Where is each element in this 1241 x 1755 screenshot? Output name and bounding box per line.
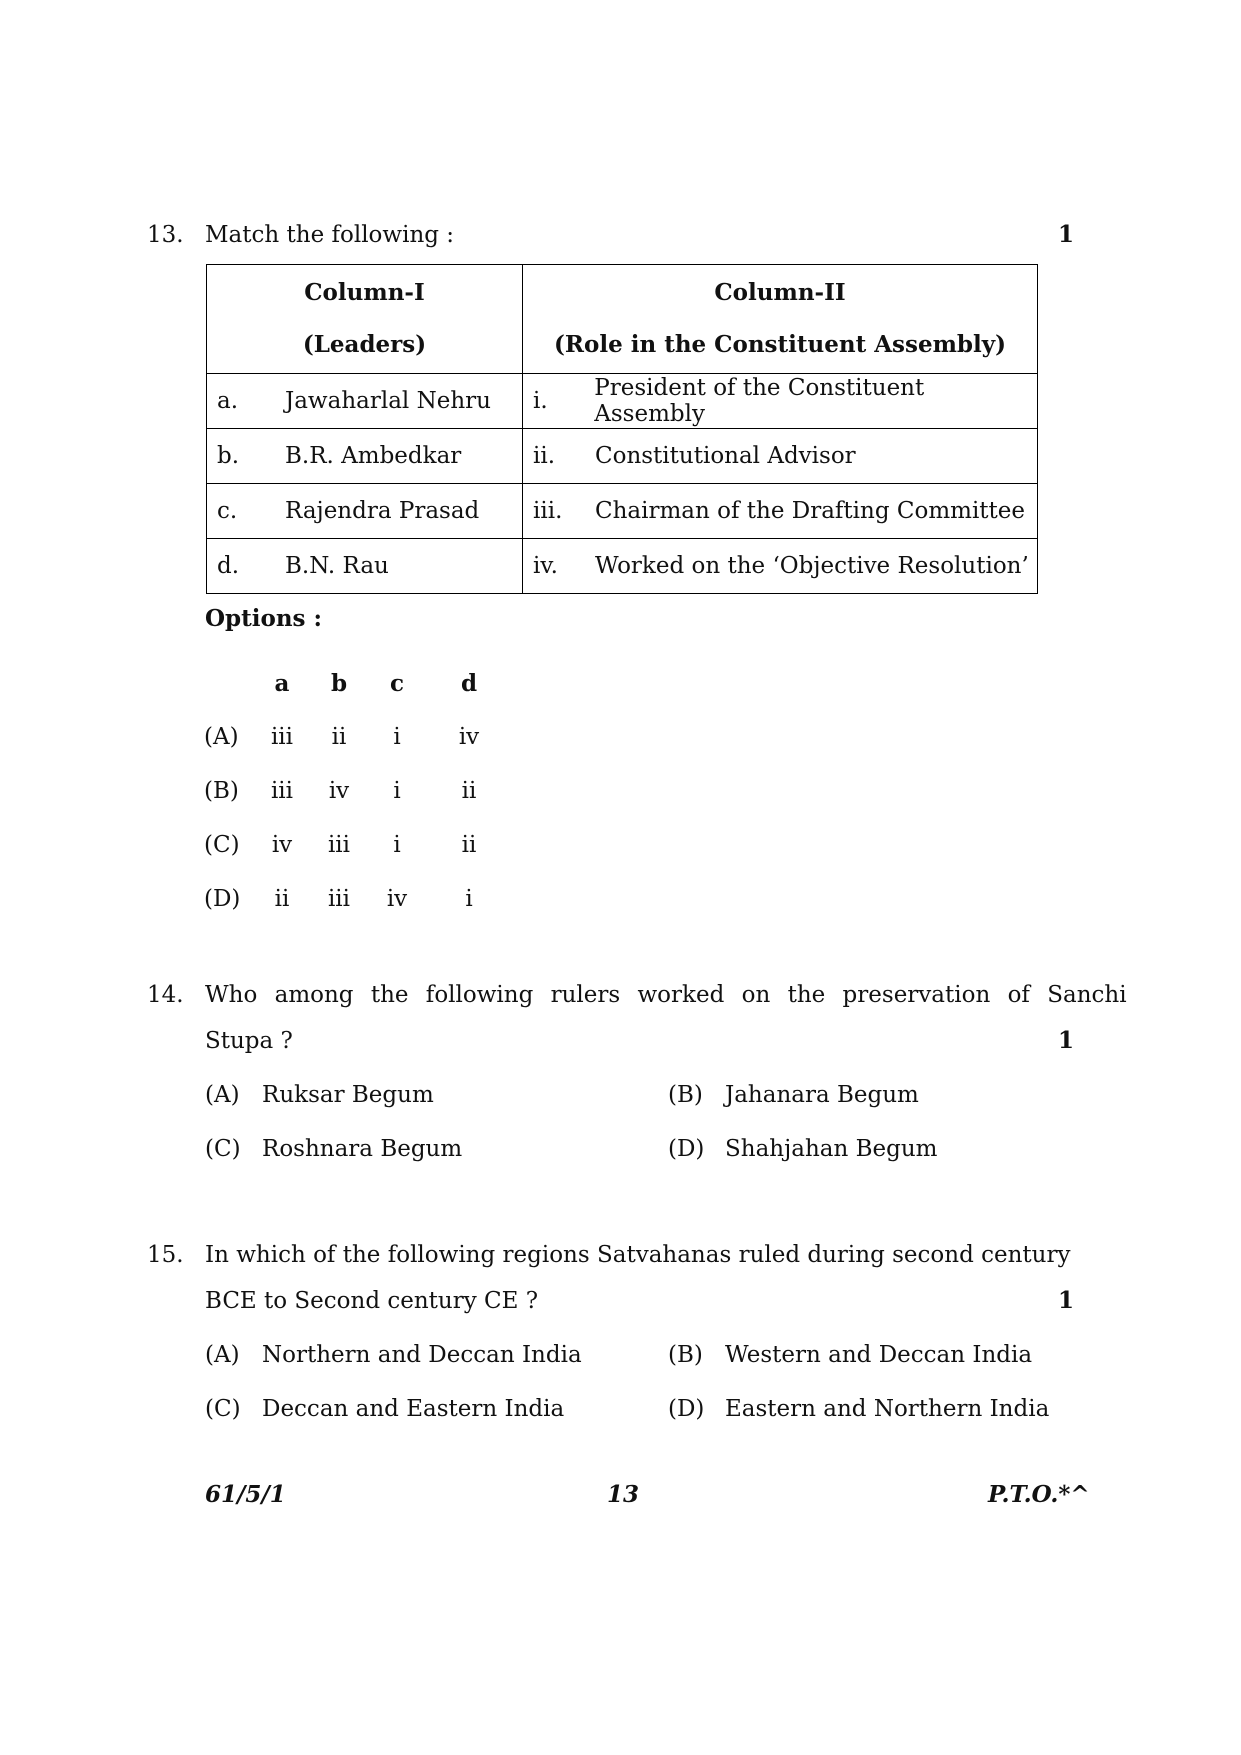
table-row xyxy=(207,429,1038,484)
option-value: i xyxy=(393,778,401,804)
role-text: Constitutional Advisor xyxy=(595,443,856,469)
column-1-title: Column-I xyxy=(304,279,425,306)
leader-name: Rajendra Prasad xyxy=(285,498,480,524)
option-value: ii xyxy=(331,724,347,750)
option-row xyxy=(204,764,512,818)
table-row xyxy=(207,484,1038,539)
option-value: iv xyxy=(458,724,480,750)
option-value: ii xyxy=(461,832,477,858)
option-key: (A) xyxy=(204,724,239,750)
option-value: iii xyxy=(270,778,294,804)
q14-text-line2: Stupa ? xyxy=(205,1028,293,1054)
row-label: iii. xyxy=(533,498,563,524)
option-value: iii xyxy=(327,832,351,858)
option-value: iii xyxy=(327,886,351,912)
q15-marks: 1 xyxy=(1058,1287,1075,1314)
q15-option-b-text: Western and Deccan India xyxy=(725,1342,1033,1368)
option-value: iv xyxy=(386,886,408,912)
option-value: ii xyxy=(461,778,477,804)
table-row xyxy=(207,374,1038,429)
row-label: d. xyxy=(217,553,240,579)
role-text: President of the Constituent Assembly xyxy=(594,375,925,427)
q15-number: 15. xyxy=(147,1242,184,1268)
option-value: i xyxy=(393,724,401,750)
q14-option-d-text: Shahjahan Begum xyxy=(725,1136,938,1162)
column-1-header xyxy=(207,265,523,374)
option-value: i xyxy=(393,832,401,858)
q15-option-d-key: (D) xyxy=(668,1396,705,1422)
q14-option-c-key: (C) xyxy=(205,1136,241,1162)
option-key: (D) xyxy=(204,886,241,912)
q15-text-line1: In which of the following regions Satvahanas ruled during second century xyxy=(205,1242,1071,1268)
match-table xyxy=(206,264,1038,594)
column-2-title: Column-II xyxy=(714,279,846,306)
option-header: c xyxy=(389,669,404,697)
option-row xyxy=(204,818,512,872)
q14-option-b-text: Jahanara Begum xyxy=(725,1082,919,1108)
option-value: i xyxy=(465,886,473,912)
q15-option-d-text: Eastern and Northern India xyxy=(725,1396,1050,1422)
option-row xyxy=(204,872,512,926)
row-label: b. xyxy=(217,443,240,469)
q15-option-c-text: Deccan and Eastern India xyxy=(262,1396,565,1422)
option-header: b xyxy=(330,669,348,697)
q15-option-b-key: (B) xyxy=(668,1342,703,1368)
q14-text-line1: Who among the following rulers worked on the preservation of Sanchi xyxy=(205,982,1127,1008)
q15-text-line2: BCE to Second century CE ? xyxy=(205,1288,539,1314)
option-row xyxy=(204,710,512,764)
q14-option-a-key: (A) xyxy=(205,1082,240,1108)
option-value: ii xyxy=(274,886,290,912)
paper-code: 61/5/1 xyxy=(205,1481,286,1508)
role-text: Worked on the ‘Objective Resolution’ xyxy=(595,553,1029,579)
options-grid xyxy=(204,656,512,926)
row-label: c. xyxy=(217,498,238,524)
options-header-row xyxy=(204,656,512,710)
leader-name: B.N. Rau xyxy=(285,553,389,579)
q14-option-d-key: (D) xyxy=(668,1136,705,1162)
q13-number: 13. xyxy=(147,222,184,248)
q13-text: Match the following : xyxy=(205,222,455,248)
role-text: Chairman of the Drafting Committee xyxy=(595,498,1026,524)
option-value: iii xyxy=(270,724,294,750)
q15-option-a-key: (A) xyxy=(205,1342,240,1368)
q14-option-a-text: Ruksar Begum xyxy=(262,1082,434,1108)
q14-number: 14. xyxy=(147,982,184,1008)
option-header: d xyxy=(460,669,478,697)
option-header: a xyxy=(274,669,290,697)
row-label: iv. xyxy=(533,553,558,579)
row-label: ii. xyxy=(533,443,556,469)
q14-option-b-key: (B) xyxy=(668,1082,703,1108)
option-key: (C) xyxy=(204,832,240,858)
option-value: iv xyxy=(271,832,293,858)
pto-label: P.T.O.*^ xyxy=(988,1481,1090,1508)
leader-name: Jawaharlal Nehru xyxy=(285,388,491,414)
q14-marks: 1 xyxy=(1058,1027,1075,1054)
column-1-subtitle: (Leaders) xyxy=(302,331,427,358)
q13-marks: 1 xyxy=(1058,221,1075,248)
q15-option-c-key: (C) xyxy=(205,1396,241,1422)
row-label: a. xyxy=(217,388,239,414)
row-label: i. xyxy=(533,388,548,414)
page-number: 13 xyxy=(607,1481,640,1508)
leader-name: B.R. Ambedkar xyxy=(285,443,462,469)
q14-option-c-text: Roshnara Begum xyxy=(262,1136,463,1162)
table-row xyxy=(207,539,1038,594)
option-value: iv xyxy=(328,778,350,804)
q15-option-a-text: Northern and Deccan India xyxy=(262,1342,582,1368)
column-2-subtitle: (Role in the Constituent Assembly) xyxy=(554,331,1006,358)
option-key: (B) xyxy=(204,778,239,804)
match-table-header xyxy=(207,265,1038,374)
column-2-header xyxy=(523,265,1038,374)
options-label: Options : xyxy=(205,605,322,632)
